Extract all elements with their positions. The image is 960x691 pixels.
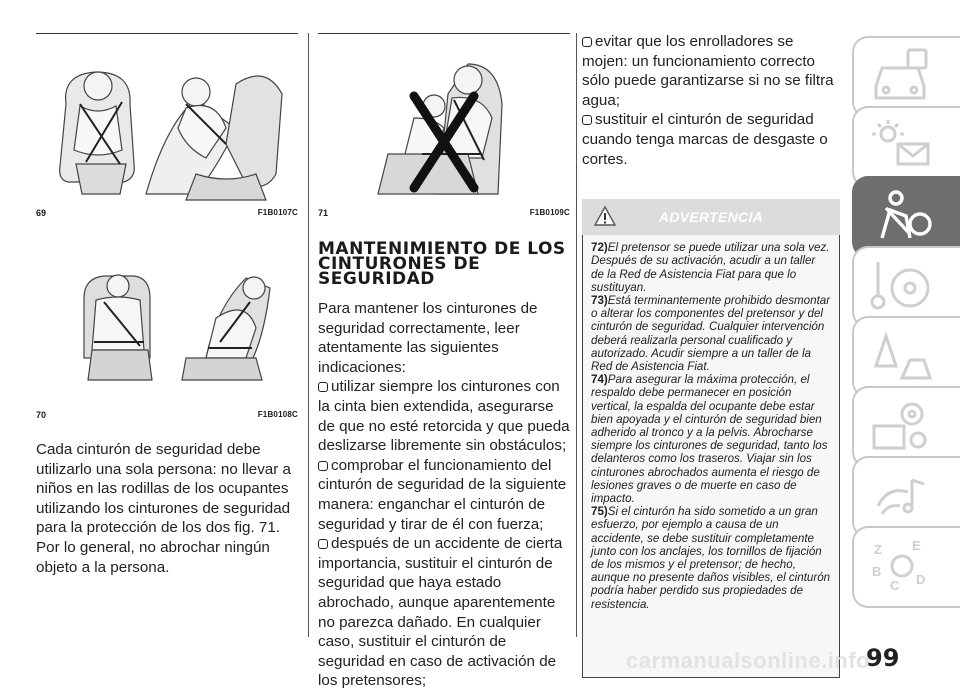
steering-wheel-key-icon <box>868 256 934 320</box>
column-2 <box>318 239 570 691</box>
warning-item: 72)El pretensor se puede utilizar una sola vez. Después de su activación, acudir a un taller de la Red de Asistencia Fiat para que lo sustituyan. <box>591 241 830 294</box>
tab-index[interactable] <box>852 526 960 608</box>
adult-seatbelt-illustration <box>36 258 298 388</box>
svg-text:B: B <box>872 564 882 579</box>
list-item: evitar que los enrolladores se mojen: un funcionamiento correcto sólo puede garantizarse si no se filtra agua; <box>582 33 834 109</box>
column-divider <box>576 33 577 637</box>
alphabetical-index-icon <box>868 536 934 600</box>
child-on-lap-prohibited-illustration <box>318 44 570 204</box>
list-item: utilizar siempre los cinturones con la cinta bien extendida, asegurarse de que no esté retorcida y que pueda deslizarse libremente sin obstáculos; <box>318 378 570 455</box>
figure-code: F1B0109C <box>529 208 570 217</box>
warning-content <box>582 235 840 678</box>
bullet-box-icon <box>582 115 592 125</box>
bullet-box-icon <box>582 37 592 47</box>
svg-text:C: C <box>890 578 900 593</box>
bullet-box-icon <box>318 382 328 392</box>
list-item: después de un accidente de cierta importancia, sustituir el cinturón de seguridad que haya estado abrochado, aunque aparentemente no parezca dañado. En cualquier caso, sustituir el cinturón de seguridad en caso de activación de los pretensores; <box>318 535 563 690</box>
svg-text:Z: Z <box>874 542 882 557</box>
top-rule-col1 <box>36 33 298 34</box>
figure-70 <box>36 258 298 420</box>
figure-number: 71 <box>318 208 329 218</box>
warning-title: ADVERTENCIA <box>658 209 764 226</box>
section-title: MANTENIMIENTO DE LOS CINTURONES DE SEGURIDAD <box>318 239 566 289</box>
svg-text:D: D <box>916 572 926 587</box>
figure-code: F1B0108C <box>257 410 298 419</box>
figure-71 <box>318 44 570 218</box>
list-item: sustituir el cinturón de seguridad cuando tenga marcas de desgaste o cortes. <box>582 111 828 168</box>
warning-lights-icon <box>868 116 934 180</box>
list-item: comprobar el funcionamiento del cinturón de seguridad de la siguiente manera: enganchar el cinturón de seguridad y tirar de él con fuerza; <box>318 456 567 533</box>
emergency-triangle-icon <box>868 326 934 390</box>
column-3 <box>582 32 840 678</box>
top-rule-col2 <box>318 33 570 34</box>
warning-item: 75)Si el cinturón ha sido sometido a un gran esfuerzo, por ejemplo a causa de un accidente, se debe sustituir completamente junto con los anclajes, los tornillos de fijación de los mismos y el pretensor; de hecho, aunque no presente daños visibles, el cinturón podría haber perdido sus propiedades de resistencia. <box>591 505 831 611</box>
warning-item: 73)Está terminantemente prohibido desmontar o alterar los componentes del pretensor y del cinturón de seguridad. Cualquier intervención deberá realizarla personal cualificado y autorizado. Acudir siempre a un taller de la Red de Asistencia Fiat. <box>591 293 831 373</box>
watermark: carmanualsonline.info <box>626 648 870 673</box>
intro-paragraph: Para mantener los cinturones de seguridad correctamente, leer atentamente las siguientes indicaciones: <box>318 300 538 376</box>
child-seat-illustration <box>36 44 298 204</box>
figure-69 <box>36 44 298 218</box>
warning-header <box>582 199 840 235</box>
figure-number: 70 <box>36 410 47 420</box>
maintenance-gears-icon <box>868 396 934 460</box>
bullet-box-icon <box>318 461 328 471</box>
warning-triangle-icon <box>594 206 616 226</box>
warning-box <box>582 199 840 678</box>
bullet-box-icon <box>318 539 328 549</box>
seatbelt-airbag-icon <box>868 186 934 250</box>
column-1 <box>36 440 298 577</box>
figure-number: 69 <box>36 208 47 218</box>
body-paragraph: Cada cinturón de seguridad debe utilizarlo una sola persona: no llevar a niños en las rodillas de los ocupantes utilizando los cinturones de seguridad para la protección de los dos fig. 71. Por lo general, no abrochar ningún objeto a la persona. <box>36 441 291 576</box>
column-divider <box>308 33 309 637</box>
page-number: 99 <box>866 644 900 672</box>
car-dashboard-icon <box>868 46 934 110</box>
warning-item: 74)Para asegurar la máxima protección, el respaldo debe permanecer en posición vertical, la espalda del ocupante debe estar bien apoyada y el cinturón de seguridad bien adherido al tronco y a la pelvis. Abrocharse siempre los cinturones de seguridad, tanto los delanteros como los traseros. Viajar sin los cinturones abrochados aumenta el riesgo de lesiones graves o de muerte en caso de impacto. <box>591 373 828 506</box>
figure-code: F1B0107C <box>257 208 298 217</box>
svg-text:E: E <box>912 538 921 553</box>
multimedia-icon <box>868 466 934 530</box>
